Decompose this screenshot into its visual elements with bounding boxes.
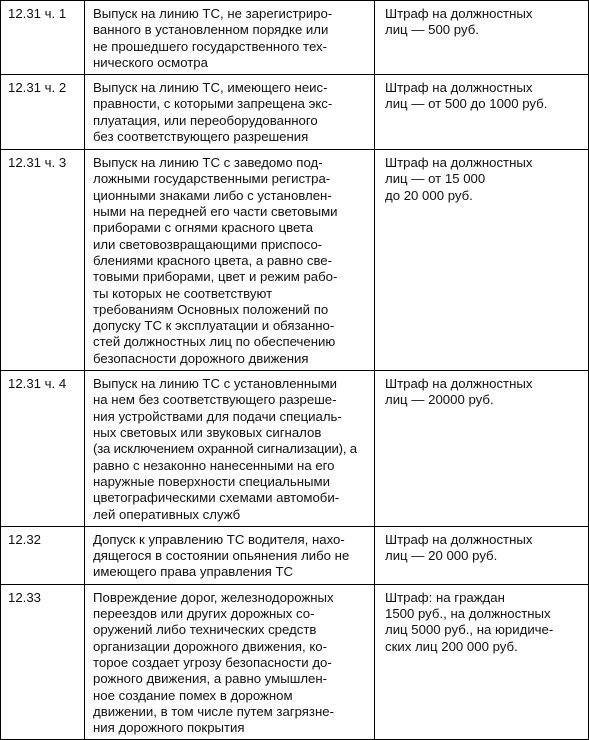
offense-cell [85, 526, 375, 584]
penalty-line: Штраф на должностных [385, 155, 533, 171]
penalty-cell [375, 75, 589, 150]
penalties-table-body [1, 1, 589, 740]
offense-cell [85, 584, 375, 740]
offense-line: блениями красного цвета, а равно све- [93, 252, 333, 268]
offense-cell [85, 1, 375, 75]
offense-line: правности, с которыми запрещена экс- [93, 96, 333, 112]
offense-line: допуску ТС к эксплуатации и обязанно- [93, 318, 335, 334]
offense-cell [85, 75, 375, 150]
penalty-cell [375, 371, 589, 527]
offense-line: Выпуск на линию ТС с заведомо под- [93, 155, 323, 171]
offense-line: безопасности дорожного движения [93, 350, 309, 366]
offense-cell [85, 371, 375, 527]
article-cell [1, 150, 85, 371]
offense-line: торое создает угрозу безопасности до- [93, 654, 332, 670]
penalty-line: лиц — 20000 руб. [385, 392, 494, 408]
offense-line: цветографическими схемами автомоби- [93, 490, 340, 506]
penalty-line: Штраф на должностных [385, 6, 533, 21]
offense-line: приборами с огнями красного цвета [93, 220, 314, 236]
offense-line: имеющего права управления ТС [93, 564, 294, 580]
offense-line: на нем без соответствующего разреше- [93, 392, 337, 408]
penalty-line: Штраф на должностных [385, 80, 533, 96]
offense-line: Повреждение дорог, железнодорожных [93, 589, 334, 605]
article-number: 12.31 ч. 2 [8, 80, 67, 96]
offense-line: дящегося в состоянии опьянения либо не [93, 548, 350, 564]
offense-line: Допуск к управлению ТС водителя, нахо- [93, 531, 345, 547]
offense-line: ты которых не соответствуют [93, 285, 273, 301]
article-cell [1, 371, 85, 527]
article-cell [1, 584, 85, 740]
offense-line: ложными государственными регистра- [93, 171, 331, 187]
offense-line: ния устройствами для подачи специаль- [93, 408, 342, 424]
article-cell [1, 1, 85, 75]
offense-line: ное создание помех в дорожном [93, 687, 293, 703]
offense-line: стей должностных лиц по обеспечению [93, 334, 336, 350]
offense-line: ных световых или звуковых сигналов [93, 425, 322, 441]
offense-line: переездов или других дорожных со- [93, 606, 315, 622]
offense-line: нического осмотра [93, 54, 208, 70]
offense-line: рожного движения, а равно умышлен- [93, 671, 328, 687]
penalty-line: Штраф на должностных [385, 531, 533, 547]
penalty-line: лиц — от 500 до 1000 руб. [385, 96, 548, 112]
penalty-line: 1500 руб., на должностных [385, 606, 551, 622]
offense-line: ными на передней его части световыми [93, 204, 338, 220]
penalty-line: лиц — от 15 000 [385, 171, 486, 187]
article-number: 12.31 ч. 1 [8, 6, 67, 21]
offense-line: товыми приборами, цвет и режим рабо- [93, 269, 338, 285]
offense-line: наружные поверхности специальными [93, 473, 330, 489]
offense-line: Выпуск на линию ТС, не зарегистриро- [93, 6, 333, 21]
offense-line: Выпуск на линию ТС, имеющего неис- [93, 80, 328, 96]
offense-line: ционными знаками либо с установлен- [93, 187, 332, 203]
penalty-cell [375, 526, 589, 584]
table-row [1, 150, 589, 371]
table-row [1, 371, 589, 527]
offense-line: организации дорожного движения, ко- [93, 638, 327, 654]
penalty-cell [375, 1, 589, 75]
penalty-cell [375, 150, 589, 371]
table-row [1, 1, 589, 75]
penalty-line: Штраф: на граждан [385, 589, 505, 605]
offense-line: лей оперативных служб [93, 506, 241, 522]
offense-line: равно с незаконно нанесенными на его [93, 457, 335, 473]
offense-line: оружений либо технических средств [93, 622, 317, 638]
offense-line: или световозвращающими приспосо- [93, 236, 323, 252]
offense-line: не прошедшего государственного тех- [93, 38, 327, 54]
offense-line: (за исключением охранной сигнализации), а [93, 441, 357, 457]
offense-line: движении, в том числе путем загрязне- [93, 703, 334, 719]
penalty-line: до 20 000 руб. [385, 187, 473, 203]
article-number: 12.31 ч. 3 [8, 155, 67, 171]
article-number: 12.31 ч. 4 [8, 376, 67, 392]
table-row [1, 75, 589, 150]
article-number: 12.33 [8, 589, 42, 605]
table-row [1, 584, 589, 740]
offense-line: Выпуск на линию ТС с установленными [93, 376, 338, 392]
article-cell [1, 75, 85, 150]
penalty-line: лиц 5000 руб., на юридиче- [385, 622, 554, 638]
offense-line: плуатация, или переоборудованного [93, 112, 318, 128]
offense-line: требованиям Основных положений по [93, 301, 329, 317]
penalty-line: Штраф на должностных [385, 376, 533, 392]
article-cell [1, 526, 85, 584]
penalty-line: ских лиц 200 000 руб. [385, 638, 518, 654]
penalty-line: лиц — 20 000 руб. [385, 548, 498, 564]
offense-line: ванного в установленном порядке или [93, 22, 329, 38]
penalty-cell [375, 584, 589, 740]
offense-line: ния дорожного покрытия [93, 720, 245, 736]
offense-line: без соответствующего разрешения [93, 129, 309, 145]
article-number: 12.32 [8, 531, 42, 547]
offense-cell [85, 150, 375, 371]
table-row [1, 526, 589, 584]
penalty-line: лиц — 500 руб. [385, 22, 479, 38]
